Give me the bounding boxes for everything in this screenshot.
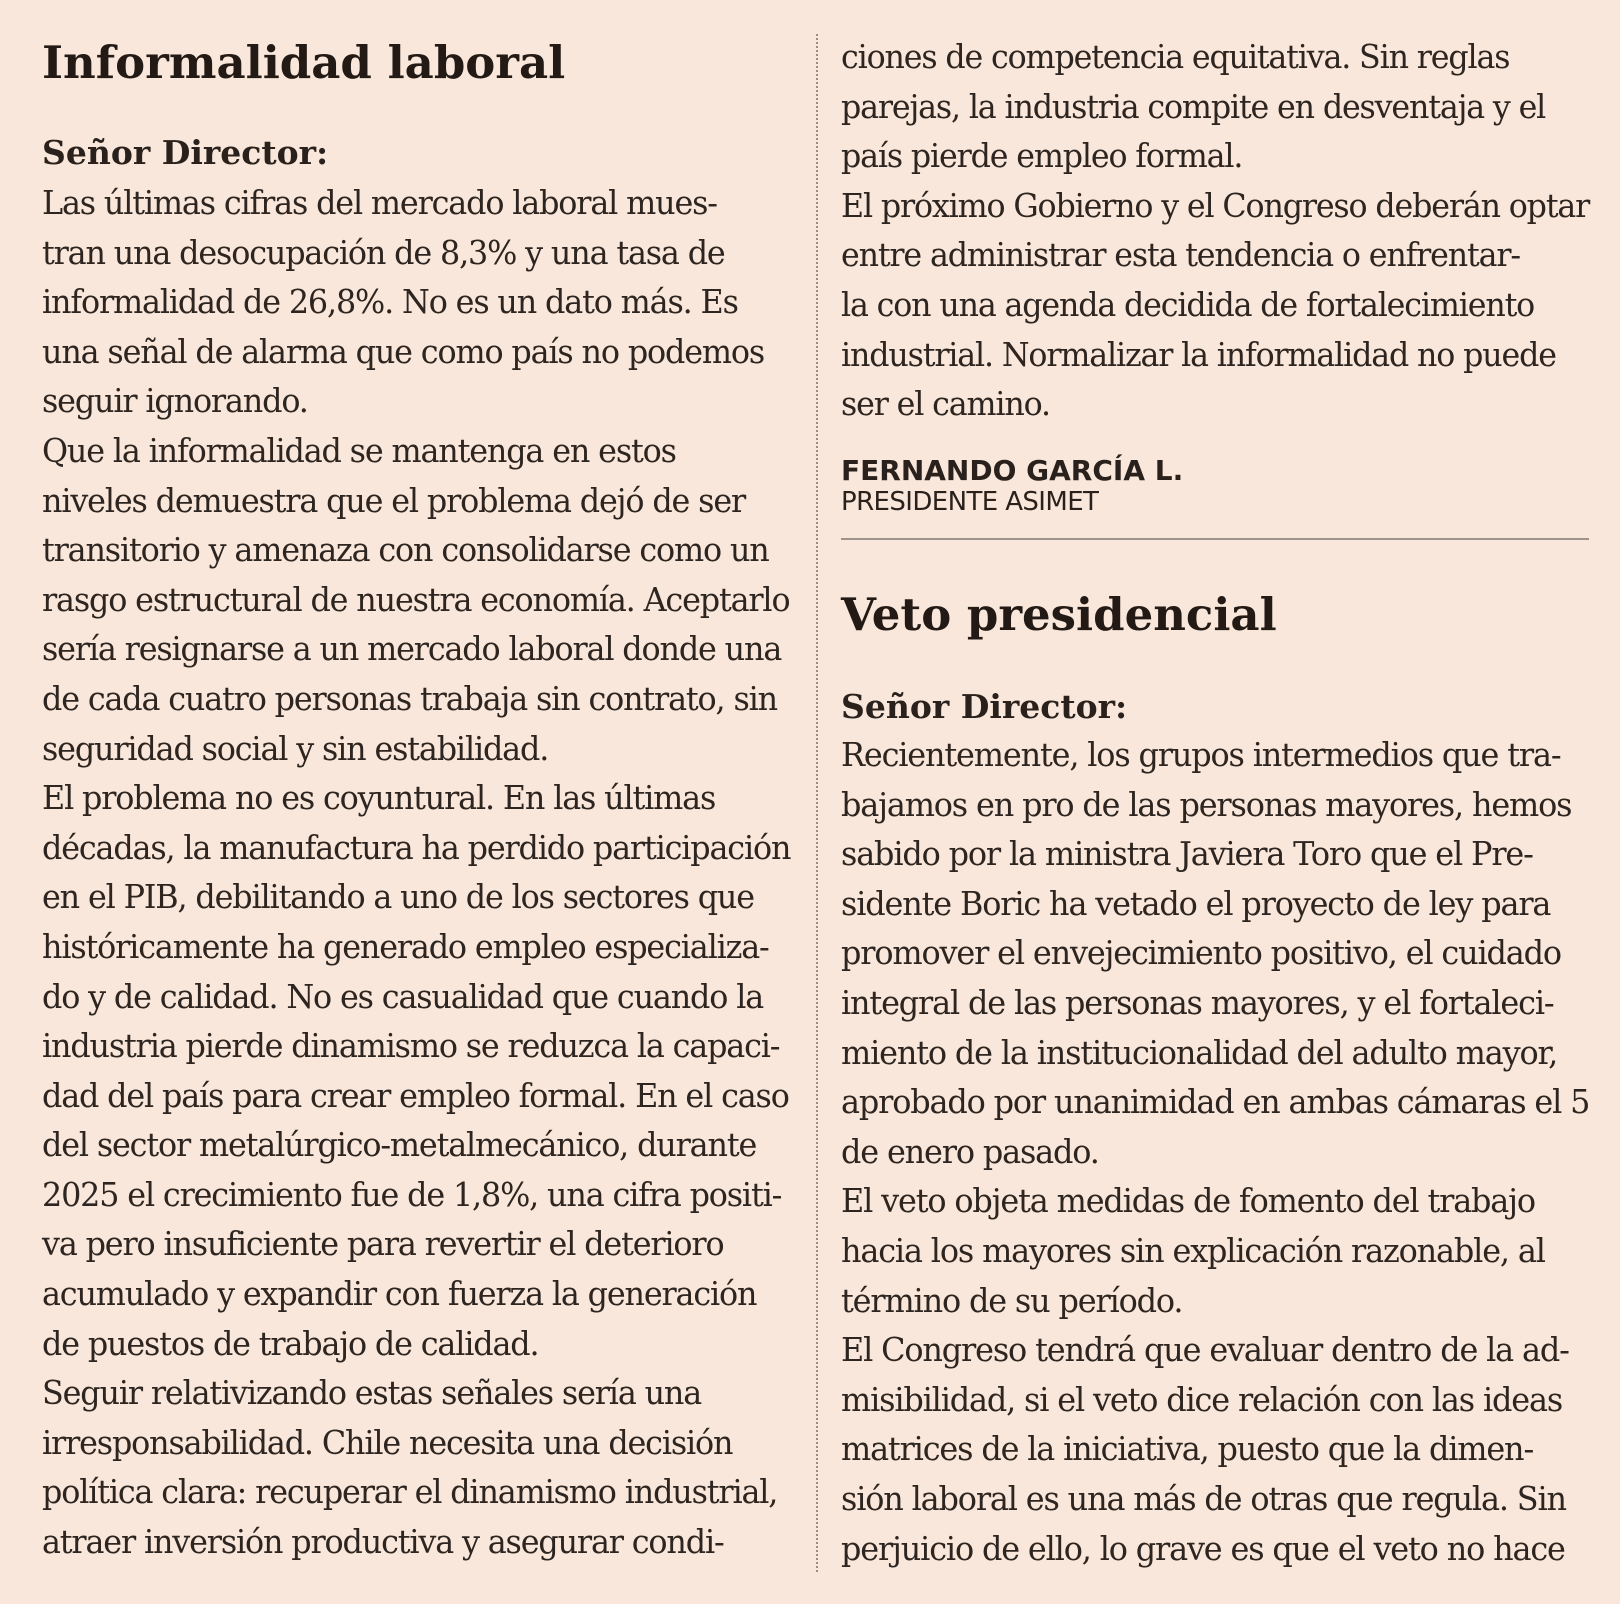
body-line: sión laboral es una más de otras que regula. Sin: [841, 1478, 1566, 1518]
body-line: de enero pasado.: [841, 1131, 1099, 1171]
body-line: Recientemente, los grupos intermedios que tra-: [841, 735, 1561, 774]
body-line: atraer inversión productiva y asegurar condi-: [42, 1522, 724, 1562]
body-line: parejas, la industria compite en desventaja y el: [841, 86, 1546, 126]
body-line: irresponsabilidad. Chile necesita una decisión: [42, 1422, 733, 1462]
body-line: promover el envejecimiento positivo, el cuidado: [841, 933, 1561, 973]
body-line: El veto objeta medidas de fomento del trabajo: [841, 1181, 1535, 1221]
body-line: matrices de la iniciativa, puesto que la dimen-: [841, 1429, 1534, 1469]
body-line: Que la informalidad se mantenga en estos: [42, 430, 676, 470]
letter-salutation: Señor Director:: [841, 687, 1128, 726]
body-line: la con una agenda decidida de fortalecimiento: [841, 284, 1535, 324]
body-line: El próximo Gobierno y el Congreso deberán optar: [841, 185, 1590, 225]
body-line: sidente Boric ha vetado el proyecto de ley para: [841, 883, 1551, 923]
body-line: seguir ignorando.: [42, 381, 308, 421]
letter-title-veto: Veto presidencial: [841, 588, 1277, 641]
letter-body-informalidad: [42, 178, 818, 1567]
body-line: sería resignarse a un mercado laboral donde una: [42, 629, 782, 669]
body-line: va pero insuficiente para revertir el deterioro: [42, 1224, 724, 1264]
body-line: del sector metalúrgico-metalmecánico, durante: [42, 1125, 757, 1165]
body-line: de cada cuatro personas trabaja sin contrato, sin: [42, 678, 777, 718]
body-line: Las últimas cifras del mercado laboral mues-: [42, 183, 717, 222]
letter-body-veto: [841, 730, 1615, 1573]
body-line: informalidad de 26,8%. No es un dato más. Es: [42, 282, 738, 322]
body-line: misibilidad, si el veto dice relación con las ideas: [841, 1379, 1563, 1419]
body-line: niveles demuestra que el problema dejó de ser: [42, 480, 746, 520]
body-line: tran una desocupación de 8,3% y una tasa de: [42, 232, 725, 272]
column-divider: [816, 34, 818, 1572]
author-role: PRESIDENTE ASIMET: [841, 487, 1099, 517]
body-line: bajamos en pro de las personas mayores, hemos: [841, 784, 1572, 824]
letter-separator: [841, 538, 1589, 540]
letter-body-continuation: [841, 32, 1620, 429]
body-line: décadas, la manufactura ha perdido participación: [42, 827, 791, 867]
body-line: El Congreso tendrá que evaluar dentro de la ad-: [841, 1330, 1569, 1370]
body-line: rasgo estructural de nuestra economía. Aceptarlo: [42, 579, 790, 619]
body-line: perjuicio de ello, lo grave es que el veto no hace: [841, 1528, 1565, 1568]
body-line: El problema no es coyuntural. En las últimas: [42, 778, 716, 818]
body-line: aprobado por unanimidad en ambas cámaras el 5: [841, 1082, 1590, 1122]
body-line: do y de calidad. No es casualidad que cuando la: [42, 976, 764, 1016]
body-line: de puestos de trabajo de calidad.: [42, 1323, 539, 1363]
body-line: ciones de competencia equitativa. Sin reglas: [841, 37, 1510, 76]
letter-salutation: Señor Director:: [42, 133, 329, 172]
body-line: seguridad social y sin estabilidad.: [42, 728, 549, 768]
body-line: industrial. Normalizar la informalidad no puede: [841, 334, 1556, 374]
body-line: 2025 el crecimiento fue de 1,8%, una cifra positi-: [42, 1174, 782, 1214]
body-line: sabido por la ministra Javiera Toro que el Pre-: [841, 834, 1533, 874]
body-line: históricamente ha generado empleo especializa-: [42, 926, 769, 966]
body-line: término de su período.: [841, 1280, 1183, 1320]
body-line: política clara: recuperar el dinamismo industrial,: [42, 1472, 778, 1512]
body-line: Seguir relativizando estas señales sería una: [42, 1373, 702, 1413]
body-line: acumulado y expandir con fuerza la generación: [42, 1274, 757, 1314]
body-line: miento de la institucionalidad del adulto mayor,: [841, 1032, 1558, 1072]
author-name: FERNANDO GARCÍA L.: [841, 454, 1184, 487]
body-line: hacia los mayores sin explicación razonable, al: [841, 1230, 1545, 1270]
body-line: una señal de alarma que como país no podemos: [42, 331, 765, 371]
body-line: dad del país para crear empleo formal. En el caso: [42, 1075, 789, 1115]
body-line: país pierde empleo formal.: [841, 136, 1243, 176]
body-line: entre administrar esta tendencia o enfrentar-: [841, 235, 1520, 275]
letter-title-informalidad: Informalidad laboral: [42, 36, 566, 89]
body-line: ser el camino.: [841, 384, 1050, 424]
body-line: integral de las personas mayores, y el fortaleci-: [841, 982, 1554, 1022]
body-line: en el PIB, debilitando a uno de los sectores que: [42, 877, 754, 917]
body-line: industria pierde dinamismo se reduzca la capaci-: [42, 1026, 780, 1066]
body-line: transitorio y amenaza con consolidarse como un: [42, 530, 769, 570]
